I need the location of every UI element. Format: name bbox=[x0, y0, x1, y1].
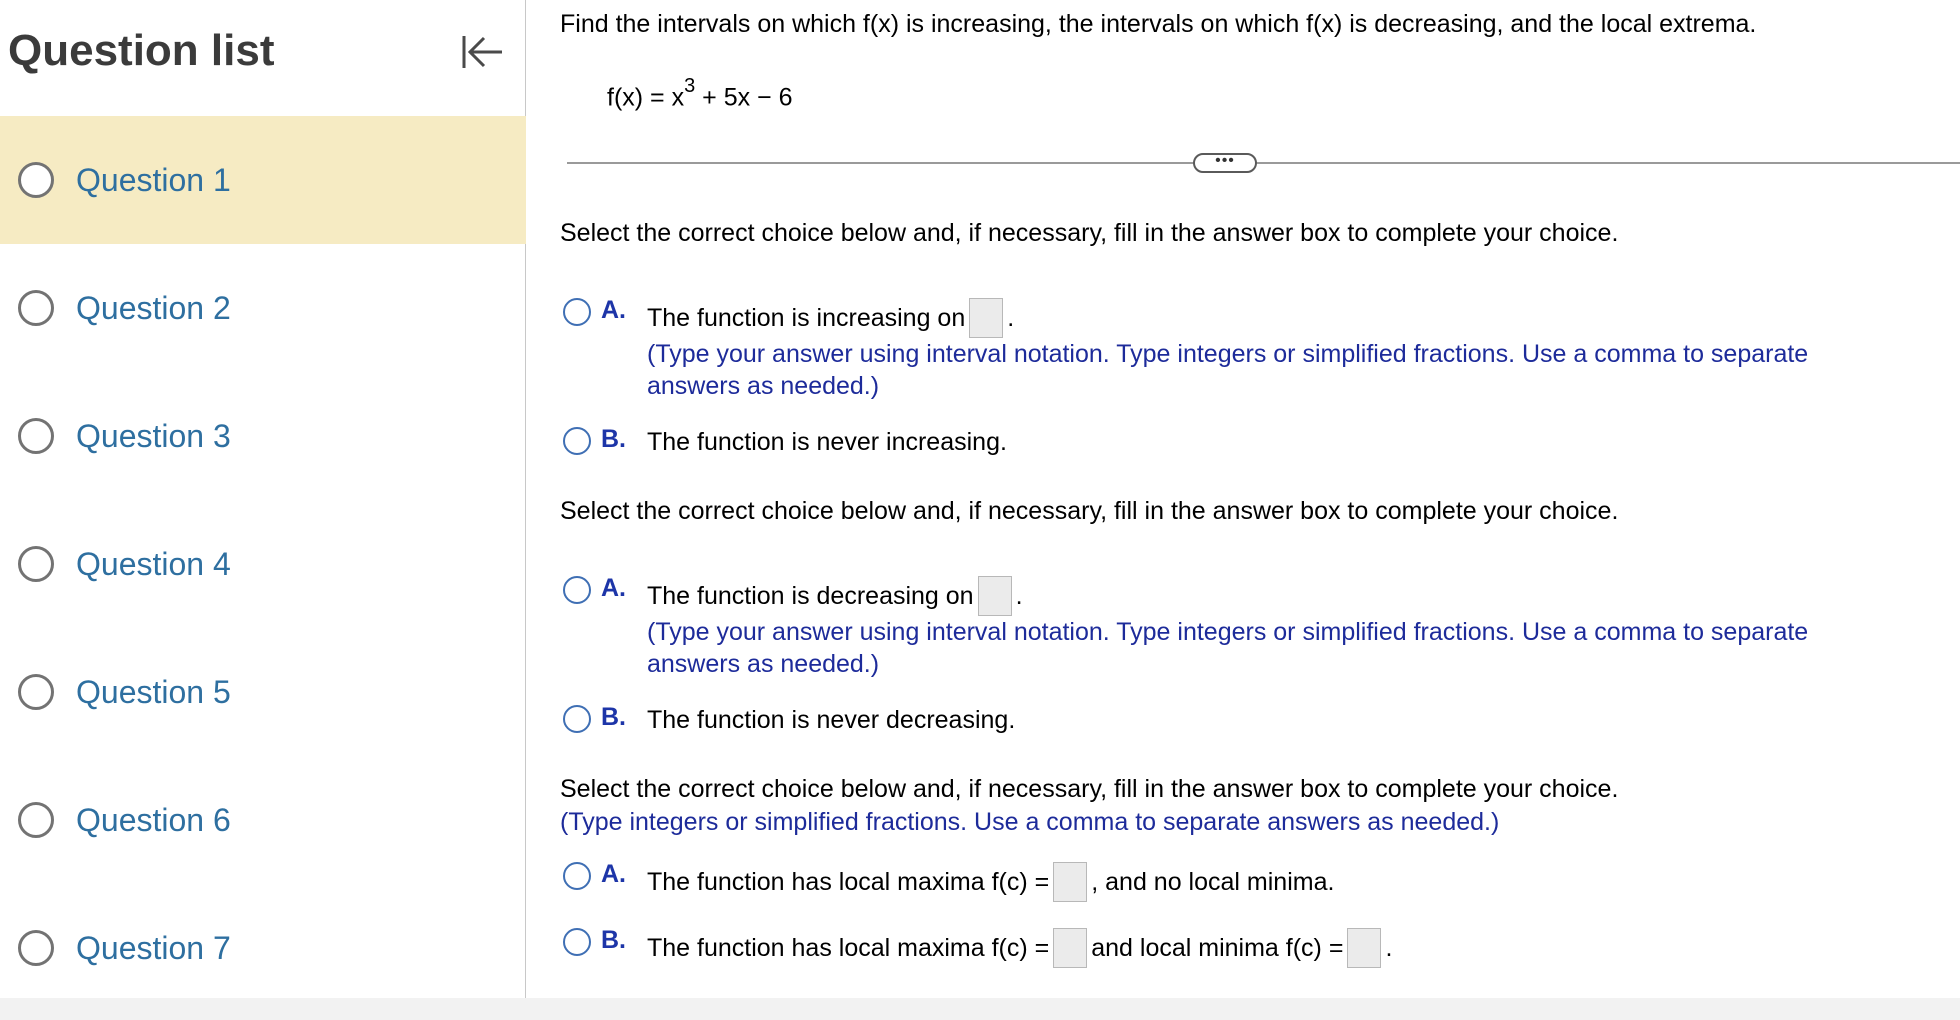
choice-text bbox=[647, 298, 1014, 338]
question-status-icon bbox=[18, 674, 54, 710]
question-item-4[interactable] bbox=[0, 500, 526, 628]
question-label: Question 1 bbox=[76, 162, 231, 198]
question-status-icon bbox=[18, 930, 54, 966]
question-label: Question 6 bbox=[76, 802, 231, 838]
bottom-bar bbox=[0, 998, 1960, 1020]
choice-text-label: The function has local maxima f(c) = bbox=[647, 868, 1050, 896]
choice-letter: B. bbox=[601, 926, 626, 954]
increasing-answer-box[interactable] bbox=[969, 298, 1003, 338]
choice-text bbox=[647, 576, 1023, 616]
choice-middle-text: and local minima f(c) = bbox=[1091, 934, 1344, 962]
equation-exponent: 3 bbox=[684, 75, 696, 97]
part1-instruction: Select the correct choice below and, if necessary, fill in the answer box to complete your choice. bbox=[560, 219, 1619, 247]
choice-letter: B. bbox=[601, 425, 626, 453]
question-status-icon bbox=[18, 418, 54, 454]
choice-text-label: The function is decreasing on bbox=[647, 582, 974, 610]
choice-text bbox=[647, 928, 1392, 968]
choice-text-label: The function is increasing on bbox=[647, 304, 966, 332]
choice-text: The function is never increasing. bbox=[647, 428, 1007, 456]
question-item-2[interactable] bbox=[0, 244, 526, 372]
question-item-3[interactable] bbox=[0, 372, 526, 500]
collapse-left-icon bbox=[456, 28, 508, 76]
part2-choice-b-radio[interactable] bbox=[563, 705, 591, 733]
collapse-sidebar-button[interactable] bbox=[456, 28, 508, 76]
local-min-answer-box[interactable] bbox=[1347, 928, 1381, 968]
choice-suffix: . bbox=[1007, 304, 1015, 332]
question-status-icon bbox=[18, 802, 54, 838]
choice-text bbox=[647, 862, 1334, 902]
expand-more-button[interactable]: ••• bbox=[1193, 153, 1257, 173]
part2-instruction: Select the correct choice below and, if necessary, fill in the answer box to complete your choice. bbox=[560, 497, 1619, 525]
part3-choice-a-radio[interactable] bbox=[563, 862, 591, 890]
question-item-7[interactable] bbox=[0, 884, 526, 1012]
sidebar-header bbox=[0, 0, 526, 116]
part3-hint: (Type integers or simplified fractions. Use a comma to separate answers as needed.) bbox=[560, 808, 1500, 836]
choice-hint: (Type your answer using interval notation. Type integers or simplified fractions. Use a comma to separate answers as needed.) bbox=[647, 340, 1809, 400]
section-divider bbox=[567, 162, 1960, 164]
question-pane bbox=[527, 0, 1960, 998]
choice-letter: A. bbox=[601, 296, 626, 324]
question-prompt: Find the intervals on which f(x) is increasing, the intervals on which f(x) is decreasing, and the local extrema. bbox=[560, 10, 1757, 38]
question-label: Question 4 bbox=[76, 546, 231, 582]
choice-suffix: . bbox=[1385, 934, 1393, 962]
question-list bbox=[0, 116, 526, 1012]
question-status-icon bbox=[18, 546, 54, 582]
choice-text-label: The function has local maxima f(c) = bbox=[647, 934, 1050, 962]
question-label: Question 5 bbox=[76, 674, 231, 710]
part1-choice-b-radio[interactable] bbox=[563, 427, 591, 455]
part3-choice-b-radio[interactable] bbox=[563, 928, 591, 956]
choice-text: The function is never decreasing. bbox=[647, 706, 1016, 734]
question-item-5[interactable] bbox=[0, 628, 526, 756]
question-item-1[interactable] bbox=[0, 116, 526, 244]
question-list-sidebar bbox=[0, 0, 526, 998]
choice-hint: (Type your answer using interval notation. Type integers or simplified fractions. Use a comma to separate answers as needed.) bbox=[647, 618, 1809, 678]
part2-choice-a-radio[interactable] bbox=[563, 576, 591, 604]
question-status-icon bbox=[18, 162, 54, 198]
choice-letter: B. bbox=[601, 703, 626, 731]
part1-choice-a-radio[interactable] bbox=[563, 298, 591, 326]
equation-rhs: + 5x − 6 bbox=[695, 83, 793, 112]
part3-instruction: Select the correct choice below and, if necessary, fill in the answer box to complete your choice. bbox=[560, 775, 1619, 803]
sidebar-title: Question list bbox=[8, 26, 275, 75]
decreasing-answer-box[interactable] bbox=[978, 576, 1012, 616]
local-max-answer-box-2[interactable] bbox=[1053, 928, 1087, 968]
question-item-6[interactable] bbox=[0, 756, 526, 884]
equation-lhs: f(x) = x bbox=[607, 83, 685, 112]
question-label: Question 7 bbox=[76, 930, 231, 966]
question-label: Question 3 bbox=[76, 418, 231, 454]
question-label: Question 2 bbox=[76, 290, 231, 326]
question-status-icon bbox=[18, 290, 54, 326]
local-max-answer-box[interactable] bbox=[1053, 862, 1087, 902]
choice-suffix: , and no local minima. bbox=[1091, 868, 1335, 896]
choice-suffix: . bbox=[1015, 582, 1023, 610]
function-equation bbox=[607, 70, 793, 117]
choice-letter: A. bbox=[601, 860, 626, 888]
choice-letter: A. bbox=[601, 574, 626, 602]
